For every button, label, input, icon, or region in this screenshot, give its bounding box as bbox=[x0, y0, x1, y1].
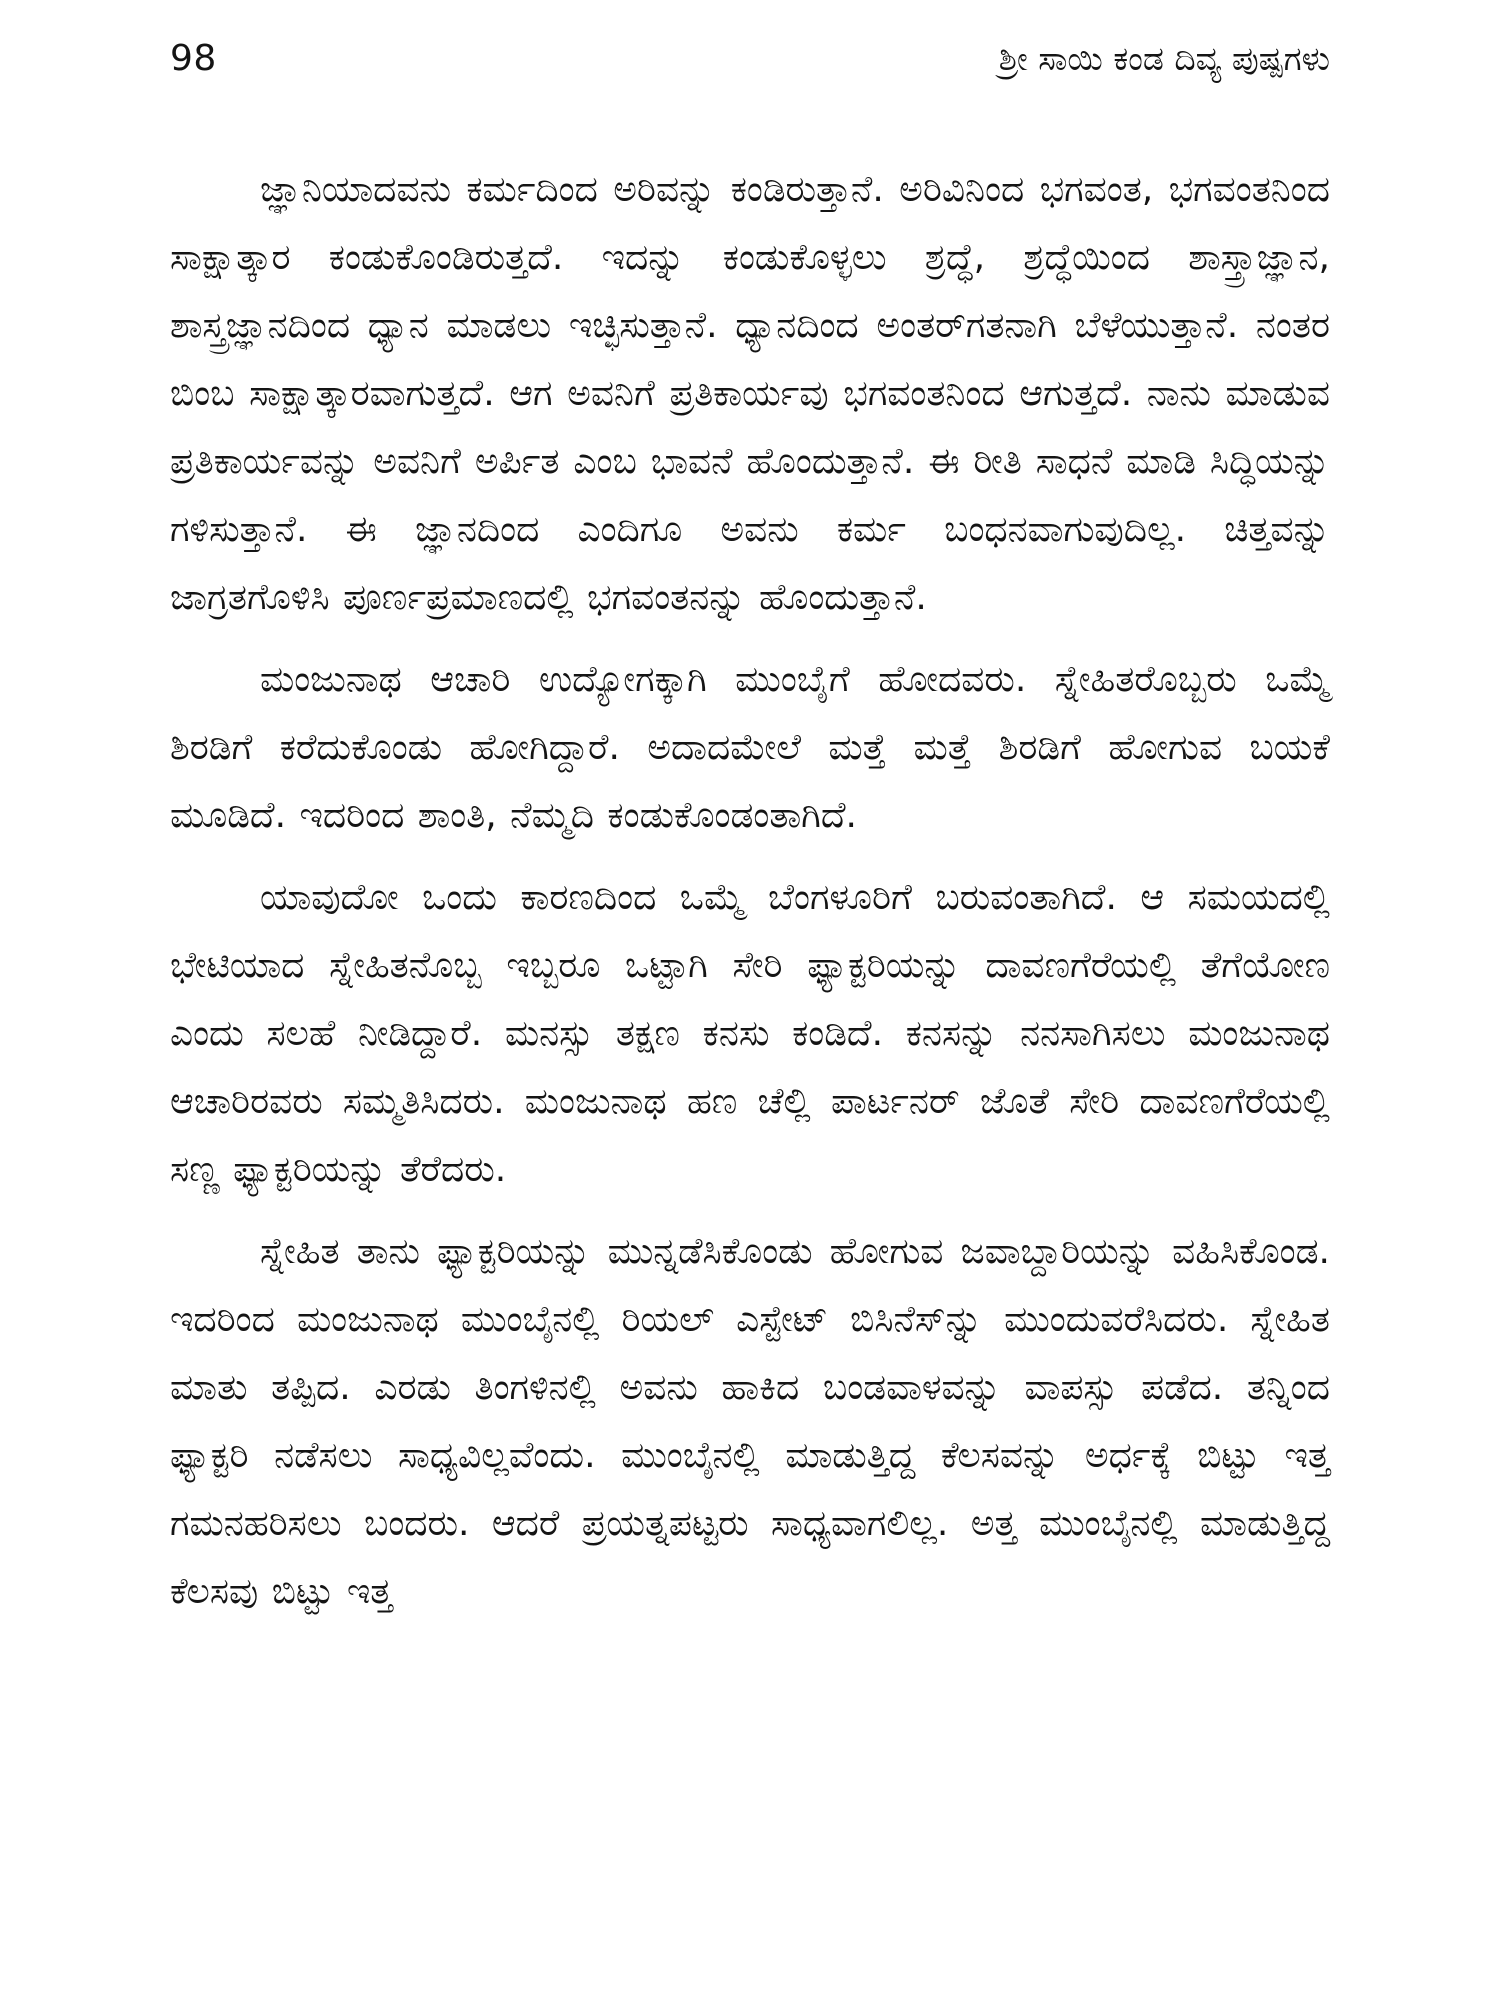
running-header bbox=[170, 38, 1330, 98]
paragraph: ಮಂಜುನಾಥ ಆಚಾರಿ ಉದ್ಯೋಗಕ್ಕಾಗಿ ಮುಂಬೈಗೆ ಹೋದವರು. ಸ್ನೇಹಿತರೊಬ್ಬರು ಒಮ್ಮೆ ಶಿರಡಿಗೆ ಕರೆದುಕೊಂಡು ಹೋಗಿದ್ದಾರೆ. ಅದಾದಮೇಲೆ ಮತ್ತೆ ಮತ್ತೆ ಶಿರಡಿಗೆ ಹೋಗುವ ಬಯಕೆ ಮೂಡಿದೆ. ಇದರಿಂದ ಶಾಂತಿ, ನೆಮ್ಮದಿ ಕಂಡುಕೊಂಡಂತಾಗಿದೆ. bbox=[170, 659, 1330, 836]
paragraph: ಯಾವುದೋ ಒಂದು ಕಾರಣದಿಂದ ಒಮ್ಮೆ ಬೆಂಗಳೂರಿಗೆ ಬರುವಂತಾಗಿದೆ. ಆ ಸಮಯದಲ್ಲಿ ಭೇಟಿಯಾದ ಸ್ನೇಹಿತನೊಬ್ಬ ಇಬ್ಬರೂ ಒಟ್ಟಾಗಿ ಸೇರಿ ಫ್ಯಾಕ್ಟರಿಯನ್ನು ದಾವಣಗೆರೆಯಲ್ಲಿ ತೆಗೆಯೋಣ ಎಂದು ಸಲಹೆ ನೀಡಿದ್ದಾರೆ. ಮನಸ್ಸು ತಕ್ಷಣ ಕನಸು ಕಂಡಿದೆ. ಕನಸನ್ನು ನನಸಾಗಿಸಲು ಮಂಜುನಾಥ ಆಚಾರಿರವರು ಸಮ್ಮತಿಸಿದರು. ಮಂಜುನಾಥ ಹಣ ಚೆಲ್ಲಿ ಪಾರ್ಟನರ್ ಜೊತೆ ಸೇರಿ ದಾವಣಗೆರೆಯಲ್ಲಿ ಸಣ್ಣ ಫ್ಯಾಕ್ಟರಿಯನ್ನು ತೆರೆದರು. bbox=[170, 877, 1330, 1190]
page-number: 98 bbox=[170, 38, 217, 79]
paragraph: ಸ್ನೇಹಿತ ತಾನು ಫ್ಯಾಕ್ಟರಿಯನ್ನು ಮುನ್ನಡೆಸಿಕೊಂಡು ಹೋಗುವ ಜವಾಬ್ದಾರಿಯನ್ನು ವಹಿಸಿಕೊಂಡ. ಇದರಿಂದ ಮಂಜುನಾಥ ಮುಂಬೈನಲ್ಲಿ ರಿಯಲ್ ಎಸ್ಟೇಟ್ ಬಿಸಿನೆಸ್‌ನ್ನು ಮುಂದುವರೆಸಿದರು. ಸ್ನೇಹಿತ ಮಾತು ತಪ್ಪಿದ. ಎರಡು ತಿಂಗಳಿನಲ್ಲಿ ಅವನು ಹಾಕಿದ ಬಂಡವಾಳವನ್ನು ವಾಪಸ್ಸು ಪಡೆದ. ತನ್ನಿಂದ ಫ್ಯಾಕ್ಟರಿ ನಡೆಸಲು ಸಾಧ್ಯವಿಲ್ಲವೆಂದು. ಮುಂಬೈನಲ್ಲಿ ಮಾಡುತ್ತಿದ್ದ ಕೆಲಸವನ್ನು ಅರ್ಧಕ್ಕೆ ಬಿಟ್ಟು ಇತ್ತ ಗಮನಹರಿಸಲು ಬಂದರು. ಆದರೆ ಪ್ರಯತ್ನಪಟ್ಟರು ಸಾಧ್ಯವಾಗಲಿಲ್ಲ. ಅತ್ತ ಮುಂಬೈನಲ್ಲಿ ಮಾಡುತ್ತಿದ್ದ ಕೆಲಸವು ಬಿಟ್ಟು ಇತ್ತ bbox=[170, 1231, 1330, 1612]
book-title: ಶ್ರೀ ಸಾಯಿ ಕಂಡ ದಿವ್ಯ ಪುಷ್ಪಗಳು bbox=[998, 39, 1330, 78]
body-text bbox=[170, 156, 1330, 1626]
paragraph: ಜ್ಞಾನಿಯಾದವನು ಕರ್ಮದಿಂದ ಅರಿವನ್ನು ಕಂಡಿರುತ್ತಾನೆ. ಅರಿವಿನಿಂದ ಭಗವಂತ, ಭಗವಂತನಿಂದ ಸಾಕ್ಷಾತ್ಕಾರ ಕಂಡುಕೊಂಡಿರುತ್ತದೆ. ಇದನ್ನು ಕಂಡುಕೊಳ್ಳಲು ಶ್ರದ್ಧೆ, ಶ್ರದ್ಧೆಯಿಂದ ಶಾಸ್ತ್ರಾಜ್ಞಾನ, ಶಾಸ್ತ್ರಜ್ಞಾನದಿಂದ ಧ್ಯಾನ ಮಾಡಲು ಇಚ್ಛಿಸುತ್ತಾನೆ. ಧ್ಯಾನದಿಂದ ಅಂತರ್‌ಗತನಾಗಿ ಬೆಳೆಯುತ್ತಾನೆ. ನಂತರ ಬಿಂಬ ಸಾಕ್ಷಾತ್ಕಾರವಾಗುತ್ತದೆ. ಆಗ ಅವನಿಗೆ ಪ್ರತಿಕಾರ್ಯವು ಭಗವಂತನಿಂದ ಆಗುತ್ತದೆ. ನಾನು ಮಾಡುವ ಪ್ರತಿಕಾರ್ಯವನ್ನು ಅವನಿಗೆ ಅರ್ಪಿತ ಎಂಬ ಭಾವನೆ ಹೊಂದುತ್ತಾನೆ. ಈ ರೀತಿ ಸಾಧನೆ ಮಾಡಿ ಸಿದ್ಧಿಯನ್ನು ಗಳಿಸುತ್ತಾನೆ. ಈ ಜ್ಞಾನದಿಂದ ಎಂದಿಗೂ ಅವನು ಕರ್ಮ ಬಂಧನವಾಗುವುದಿಲ್ಲ. ಚಿತ್ತವನ್ನು ಜಾಗ್ರತಗೊಳಿಸಿ ಪೂರ್ಣಪ್ರಮಾಣದಲ್ಲಿ ಭಗವಂತನನ್ನು ಹೊಂದುತ್ತಾನೆ. bbox=[170, 169, 1330, 618]
